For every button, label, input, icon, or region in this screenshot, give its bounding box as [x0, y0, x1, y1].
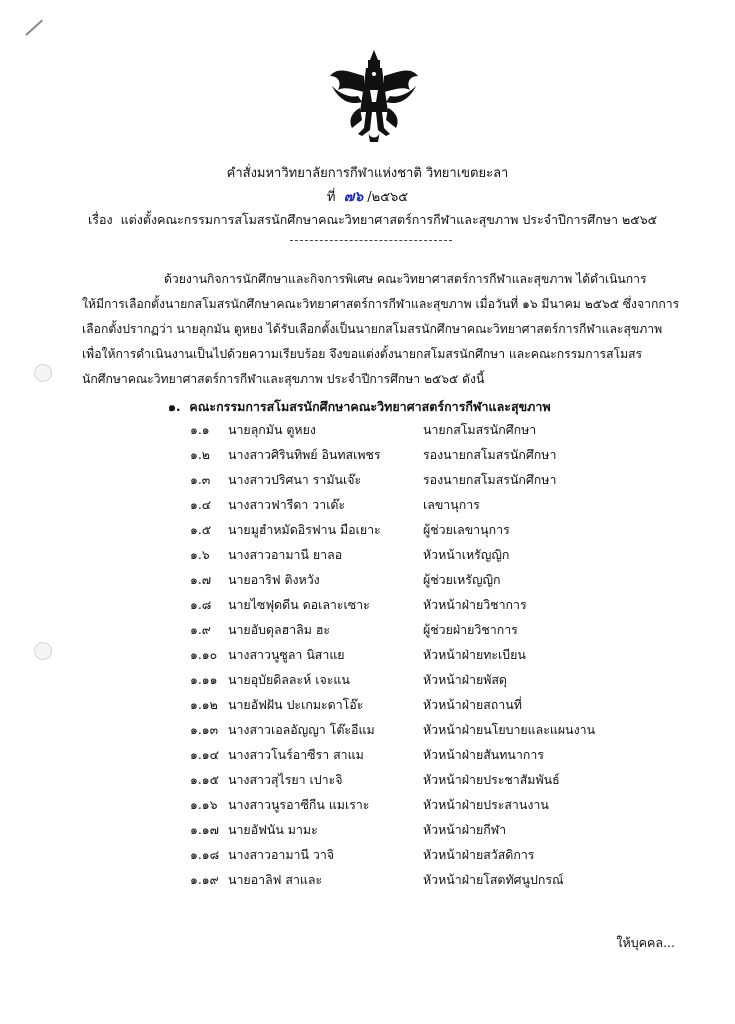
member-name: นางสาวอามานี ยาลอ: [228, 547, 343, 562]
intro-line-4: เพื่อให้การดำเนินงานเป็นไปด้วยความเรียบร้อย จึงขอแต่งตั้งนายกสโมสรนักศึกษา และคณะกรรมการสโมสร: [82, 347, 643, 361]
member-number: ๑.๒: [190, 447, 210, 462]
member-row: [0, 671, 735, 693]
member-row: [0, 821, 735, 843]
section-heading: [168, 397, 551, 417]
member-position: นายกสโมสรนักศึกษา: [423, 422, 537, 437]
member-position: รองนายกสโมสรนักศึกษา: [423, 472, 557, 487]
intro-line-2: ให้มีการเลือกตั้งนายกสโมสรนักศึกษาคณะวิทยาศาสตร์การกีฬาและสุขภาพ เมื่อวันที่ ๑๖ มีนาคม ๒๕๖๕ ซึ่งจากการ: [82, 297, 680, 311]
member-row: [0, 771, 735, 793]
member-number: ๑.๓: [190, 472, 211, 487]
member-number: ๑.๑๗: [190, 822, 219, 837]
subject-label: เรื่อง: [88, 212, 113, 227]
member-position: หัวหน้าฝ่ายวิชาการ: [423, 597, 527, 612]
member-number: ๑.๑๘: [190, 847, 220, 862]
member-position: ผู้ช่วยเลขานุการ: [423, 522, 510, 537]
member-number: ๑.๑๐: [190, 647, 218, 662]
intro-line-5: นักศึกษาคณะวิทยาศาสตร์การกีฬาและสุขภาพ ประจำปีการศึกษา ๒๕๖๕ ดังนี้: [82, 372, 485, 386]
member-name: นางสาวศิรินทิพย์ อินทสเพชร: [228, 447, 381, 462]
member-name: นายอัฟฝัน ปะเกมะดาโอ๊ะ: [228, 697, 364, 712]
member-number: ๑.๖: [190, 547, 210, 562]
member-position: หัวหน้าฝ่ายนโยบายและแผนงาน: [423, 722, 596, 737]
order-number: ๗๖: [343, 189, 364, 205]
order-number-line: [0, 186, 735, 208]
member-position: เลขานุการ: [423, 497, 480, 512]
member-number: ๑.๑๓: [190, 722, 219, 737]
member-row: [0, 721, 735, 743]
member-row: [0, 421, 735, 443]
member-number: ๑.๗: [190, 572, 212, 587]
order-number-prefix: ที่: [326, 190, 336, 205]
member-name: นางสาวโนร์อาซีรา สาแม: [228, 747, 364, 762]
separator-line: [290, 240, 452, 241]
subject-line: [88, 210, 665, 230]
member-position: ผู้ช่วยเหรัญญิก: [423, 572, 501, 587]
section-title: คณะกรรมการสโมสรนักศึกษาคณะวิทยาศาสตร์การกีฬาและสุขภาพ: [189, 399, 551, 414]
member-position: หัวหน้าฝ่ายสถานที่: [423, 697, 522, 712]
member-row: [0, 546, 735, 568]
member-number: ๑.๘: [190, 597, 212, 612]
member-number: ๑.๑๖: [190, 797, 218, 812]
member-number: ๑.๙: [190, 622, 211, 637]
continuation-text: ให้บุคคล...: [616, 935, 675, 950]
member-row: [0, 796, 735, 818]
member-number: ๑.๑๔: [190, 747, 220, 762]
member-row: [0, 696, 735, 718]
member-row: [0, 571, 735, 593]
subject-text: แต่งตั้งคณะกรรมการสโมสรนักศึกษาคณะวิทยาศาสตร์การกีฬาและสุขภาพ ประจำปีการศึกษา ๒๕๖๕: [120, 212, 658, 227]
member-position: หัวหน้าฝ่ายประชาสัมพันธ์: [423, 772, 560, 787]
member-number: ๑.๑๑: [190, 672, 218, 687]
member-position: หัวหน้าฝ่ายพัสดุ: [423, 672, 507, 687]
member-position: หัวหน้าฝ่ายกีฬา: [423, 822, 507, 837]
member-name: นางสาวสุไรยา เปาะจิ: [228, 772, 343, 787]
member-number: ๑.๔: [190, 497, 212, 512]
member-number: ๑.๑: [190, 422, 210, 437]
member-position: รองนายกสโมสรนักศึกษา: [423, 447, 557, 462]
member-name: นางสาวฟารีดา วาเด๊ะ: [228, 497, 346, 512]
member-name: นางสาวเอลอัญญา โต๊ะอีแม: [228, 722, 375, 737]
garuda-emblem: [328, 46, 420, 146]
member-position: หัวหน้าฝ่ายโสตทัศนูปกรณ์: [423, 872, 564, 887]
member-number: ๑.๕: [190, 522, 212, 537]
member-row: [0, 746, 735, 768]
member-number: ๑.๑๒: [190, 697, 218, 712]
member-name: นายอัฟนัน มามะ: [228, 822, 318, 837]
member-position: หัวหน้าฝ่ายสวัสดิการ: [423, 847, 535, 862]
section-number: ๑.: [168, 399, 181, 414]
member-row: [0, 846, 735, 868]
member-row: [0, 496, 735, 518]
member-row: [0, 446, 735, 468]
member-row: [0, 871, 735, 893]
member-position: ผู้ช่วยฝ่ายวิชาการ: [423, 622, 518, 637]
member-row: [0, 521, 735, 543]
punch-hole-top: [34, 364, 52, 382]
member-name: นางสาวอามานี วาจิ: [228, 847, 335, 862]
member-position: หัวหน้าฝ่ายประสานงาน: [423, 797, 549, 812]
member-name: นายอาลิฟ สาและ: [228, 872, 323, 887]
member-position: หัวหน้าฝ่ายสันทนาการ: [423, 747, 544, 762]
member-name: นางสาวนูรอาซีกีน แมเราะ: [228, 797, 370, 812]
member-name: นายไซฟุดดีน ดอเลาะเซาะ: [228, 597, 370, 612]
member-name: นางสาวปริศนา รามันเจ๊ะ: [228, 472, 362, 487]
member-row: [0, 621, 735, 643]
order-title: คำสั่งมหาวิทยาลัยการกีฬาแห่งชาติ วิทยาเขตยะลา: [226, 166, 509, 181]
member-name: นายอุบัยดิลละห์ เจะแน: [228, 672, 350, 687]
member-name: นายอาริฟ ติงหวัง: [228, 572, 320, 587]
member-position: หัวหน้าเหรัญญิก: [423, 547, 510, 562]
intro-line-3: เลือกตั้งปรากฏว่า นายลุกมัน ตูหยง ได้รับเลือกตั้งเป็นนายกสโมสรนักศึกษาคณะวิทยาศาสตร์การกีฬาและสุขภาพ: [82, 322, 663, 336]
member-name: นายอับดุลฮาลิม ฮะ: [228, 622, 331, 637]
order-number-year: /๒๕๖๕: [367, 190, 409, 205]
member-row: [0, 596, 735, 618]
member-number: ๑.๑๕: [190, 772, 220, 787]
member-name: นายลุกมัน ตูหยง: [228, 422, 316, 437]
member-name: นายมูฮำหมัดอิรฟาน มือเยาะ: [228, 522, 381, 537]
member-row: [0, 646, 735, 668]
member-row: [0, 471, 735, 493]
member-number: ๑.๑๙: [190, 872, 219, 887]
member-position: หัวหน้าฝ่ายทะเบียน: [423, 647, 526, 662]
intro-line-1: ด้วยงานกิจการนักศึกษาและกิจการพิเศษ คณะวิทยาศาสตร์การกีฬาและสุขภาพ ได้ดำเนินการ: [164, 272, 647, 286]
member-name: นางสาวนูซูลา นิสาแย: [228, 647, 345, 662]
pen-mark: [25, 20, 43, 36]
